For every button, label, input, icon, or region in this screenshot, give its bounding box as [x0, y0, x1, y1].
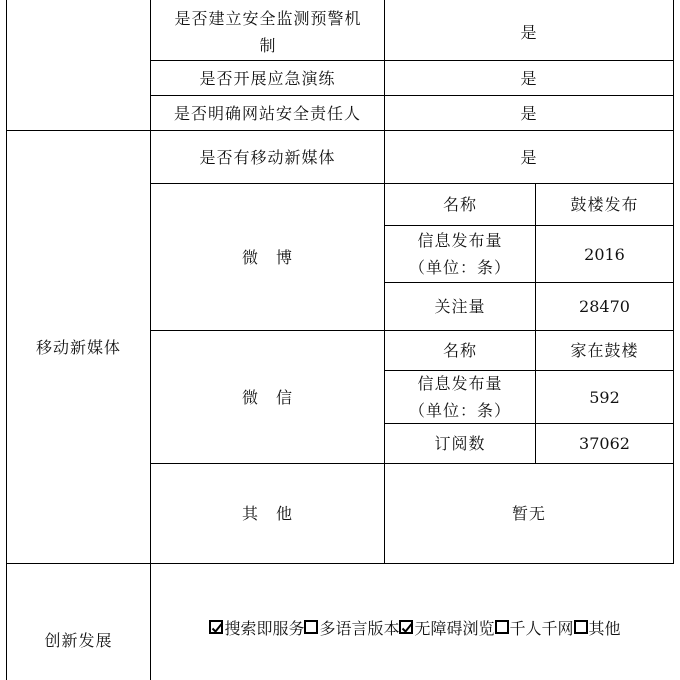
monitor-value: 是 [520, 22, 538, 42]
wechat-label: 微 信 [241, 387, 293, 407]
owner-label: 是否明确网站安全责任人 [173, 103, 361, 123]
weibo-name-label: 名称 [442, 195, 477, 214]
drill-label: 是否开展应急演练 [199, 68, 336, 88]
weibo-posts-label [385, 226, 535, 282]
innovation-options [150, 612, 680, 642]
weibo-label: 微 博 [241, 247, 293, 267]
option-search-service[interactable]: 搜索即服务 [209, 616, 304, 639]
mobile-section-label: 移动新媒体 [35, 337, 121, 357]
wechat-name-value: 家在鼓楼 [570, 341, 639, 360]
checkbox-checked-icon[interactable] [209, 620, 223, 634]
checkbox-unchecked-icon[interactable] [495, 620, 509, 634]
option-other[interactable]: 其他 [574, 616, 621, 639]
weibo-posts-value: 2016 [584, 244, 625, 264]
weibo-posts-label-line1: 信息发布量 [417, 231, 503, 250]
monitor-label: 是否建立安全监测预警机制 [174, 9, 362, 55]
weibo-posts-label-line2: （单位：条） [408, 258, 511, 277]
wechat-sub-label: 订阅数 [434, 434, 486, 453]
checkbox-checked-icon[interactable] [399, 620, 413, 634]
option-multilingual[interactable]: 多语言版本 [304, 616, 399, 639]
owner-value: 是 [520, 103, 538, 123]
option-personalized[interactable]: 千人千网 [495, 616, 574, 639]
checkbox-unchecked-icon[interactable] [574, 620, 588, 634]
wechat-posts-value: 592 [589, 387, 620, 407]
other-label: 其 他 [241, 504, 293, 523]
weibo-name-value: 鼓楼发布 [570, 195, 639, 214]
innovation-label: 创新发展 [44, 630, 113, 650]
has-mobile-value: 是 [520, 147, 538, 167]
other-value: 暂无 [511, 504, 546, 523]
wechat-posts-label-line2: （单位：条） [408, 401, 511, 420]
has-mobile-label: 是否有移动新媒体 [199, 147, 336, 167]
grid-line [6, 563, 674, 564]
wechat-posts-label [385, 371, 535, 423]
checkbox-unchecked-icon[interactable] [304, 620, 318, 634]
weibo-follow-value: 28470 [579, 297, 630, 316]
wechat-sub-value: 37062 [579, 434, 630, 453]
option-accessibility[interactable]: 无障碍浏览 [399, 616, 494, 639]
wechat-name-label: 名称 [442, 341, 477, 360]
drill-value: 是 [520, 68, 538, 88]
weibo-follow-label: 关注量 [434, 297, 486, 316]
wechat-posts-label-line1: 信息发布量 [417, 374, 503, 393]
